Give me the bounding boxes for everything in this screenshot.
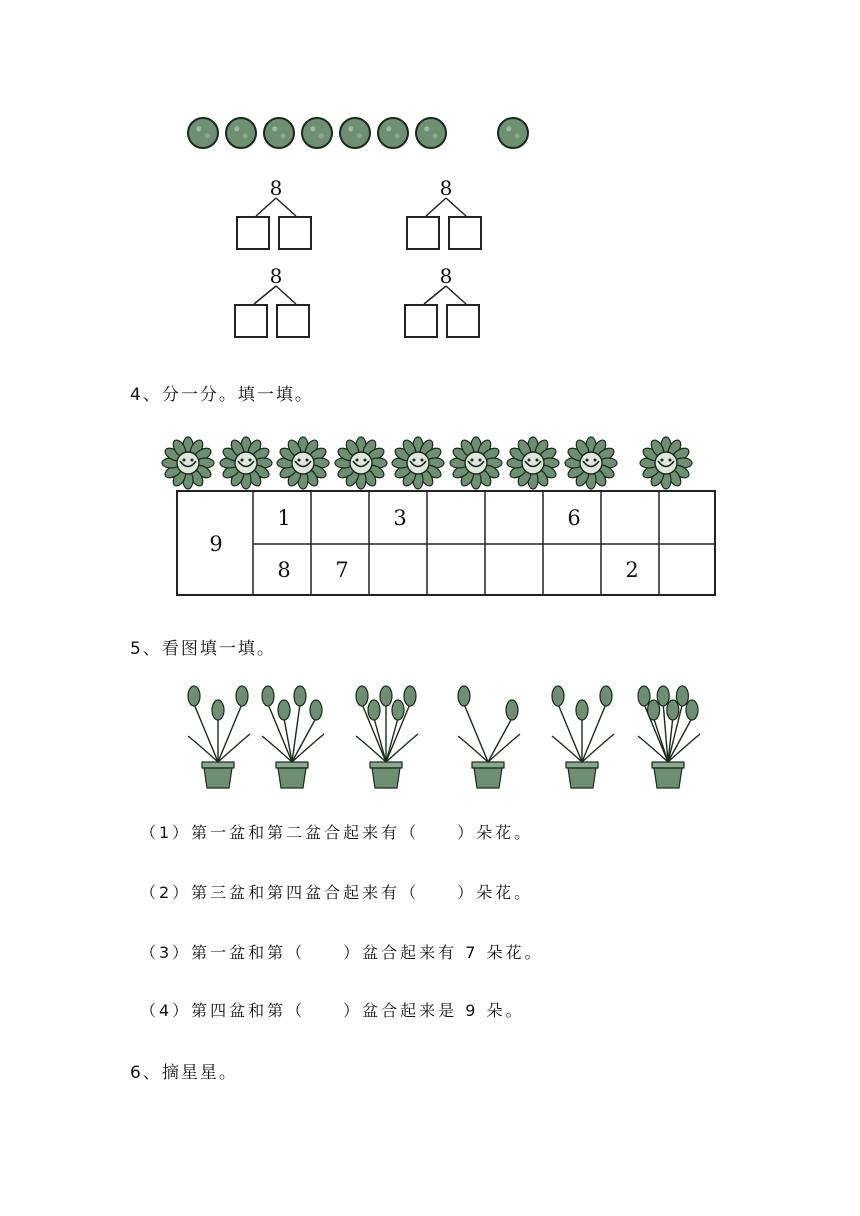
flower-icon bbox=[160, 438, 216, 488]
q5-item-1: （1）第一盆和第二盆合起来有（ ）朵花。 bbox=[140, 823, 534, 842]
q5-item-4: （4）第四盆和第（ ）盆合起来是 9 朵。 bbox=[140, 1001, 525, 1020]
tree-top-number: 8 bbox=[269, 176, 283, 200]
decomposition-table bbox=[176, 490, 716, 596]
flower-icon bbox=[218, 438, 274, 488]
answer-box-left[interactable] bbox=[234, 304, 268, 338]
counter-circle bbox=[301, 117, 333, 149]
question-6-title: 6、摘星星。 bbox=[130, 1063, 238, 1083]
question-4-title: 4、分一分。填一填。 bbox=[130, 385, 314, 405]
table-cell-bottom: 2 bbox=[625, 558, 639, 582]
answer-box-right[interactable] bbox=[446, 304, 480, 338]
q5-item-3: （3）第一盆和第（ ）盆合起来有 7 朵花。 bbox=[140, 943, 544, 962]
table-cell-bottom: 8 bbox=[277, 558, 291, 582]
tree-top-number: 8 bbox=[439, 176, 453, 200]
question-5-title: 5、看图填一填。 bbox=[130, 639, 276, 659]
counter-circle bbox=[377, 117, 409, 149]
tree-top-number: 8 bbox=[439, 264, 453, 288]
counter-circle bbox=[187, 117, 219, 149]
table-cell-top: 3 bbox=[393, 506, 407, 530]
counter-circle bbox=[415, 117, 447, 149]
flower-icon bbox=[563, 438, 619, 488]
decomposition-tree bbox=[404, 264, 484, 344]
flower-icon bbox=[390, 438, 446, 488]
answer-box-left[interactable] bbox=[236, 216, 270, 250]
decomposition-tree bbox=[406, 176, 486, 256]
flower-pot-icon bbox=[448, 684, 528, 790]
answer-box-left[interactable] bbox=[406, 216, 440, 250]
flower-icon bbox=[448, 438, 504, 488]
answer-box-right[interactable] bbox=[278, 216, 312, 250]
flower-pot-icon bbox=[346, 684, 426, 790]
flower-icon bbox=[638, 438, 694, 488]
flower-pot-icon bbox=[542, 684, 622, 790]
q5-item-2: （2）第三盆和第四盆合起来有（ ）朵花。 bbox=[140, 883, 534, 902]
answer-box-right[interactable] bbox=[276, 304, 310, 338]
counter-circle bbox=[497, 117, 529, 149]
total-cell: 9 bbox=[209, 532, 223, 556]
counter-circle bbox=[339, 117, 371, 149]
decomposition-tree bbox=[234, 264, 314, 344]
flower-icon bbox=[505, 438, 561, 488]
decomposition-tree bbox=[236, 176, 316, 256]
answer-box-right[interactable] bbox=[448, 216, 482, 250]
flower-pot-icon bbox=[178, 684, 258, 790]
counter-circle bbox=[225, 117, 257, 149]
flower-pot-icon bbox=[252, 684, 332, 790]
table-cell-top: 6 bbox=[567, 506, 581, 530]
flower-icon bbox=[275, 438, 331, 488]
flower-pot-icon bbox=[628, 684, 708, 790]
answer-box-left[interactable] bbox=[404, 304, 438, 338]
flower-icon bbox=[333, 438, 389, 488]
table-cell-top: 1 bbox=[277, 506, 291, 530]
tree-top-number: 8 bbox=[269, 264, 283, 288]
counter-circle bbox=[263, 117, 295, 149]
table-cell-bottom: 7 bbox=[335, 558, 349, 582]
